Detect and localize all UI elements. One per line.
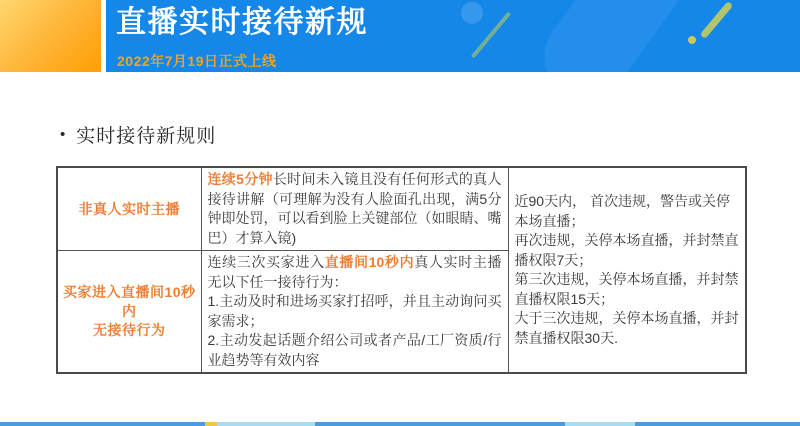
decorative-dot-icon xyxy=(688,36,696,44)
rules-table xyxy=(56,166,747,374)
page-title: 直播实时接待新规 xyxy=(116,6,368,39)
section-heading-text: 实时接待新规则 xyxy=(76,126,217,147)
rule-desc-item: 2.主动发起话题介绍公司或者产品/工厂资质/行业趋势等有效内容 xyxy=(207,332,502,368)
rule-desc-cell xyxy=(201,251,508,374)
rule-label-line: 买家进入直播间10秒内 xyxy=(62,284,196,319)
rule-label: 非真人实时主播 xyxy=(78,200,180,217)
decorative-slash-2-icon xyxy=(700,1,734,39)
rule-desc-intro xyxy=(208,253,502,292)
footer-strip-light-segment xyxy=(217,422,315,426)
rule-desc-highlight: 直播间10秒内 xyxy=(324,254,415,270)
bullet-icon: • xyxy=(60,126,67,143)
penalty-line: 第三次违规，关停本场直播，并封禁直播权限15天； xyxy=(514,271,739,307)
rule-label-line: 无接待行为 xyxy=(93,322,166,338)
rule-label-cell xyxy=(57,167,201,251)
header-orange-accent xyxy=(0,0,101,72)
footer-strip-light-segment xyxy=(565,422,635,426)
footer-strip-yellow-segment xyxy=(205,422,217,426)
penalty-line: 再次违规，关停本场直播，并封禁直播权限7天； xyxy=(514,232,739,268)
footer-strip xyxy=(0,422,800,426)
page-subtitle: 2022年7月19日正式上线 xyxy=(117,53,277,69)
penalty-line: 近90天内， 首次违规，警告或关停本场直播； xyxy=(514,193,730,229)
header-banner xyxy=(106,0,800,72)
rule-desc-item: 1.主动及时和进场买家打招呼，并且主动询问买家需求； xyxy=(207,293,502,329)
rule-desc-text: 真人实时主播无以下任一接待行为： xyxy=(207,254,502,290)
penalty-cell xyxy=(508,167,746,373)
penalty-line: 大于三次违规，关停本场直播，并封禁直播权限30天. xyxy=(514,310,739,346)
rule-desc-text: 连续三次买家进入 xyxy=(207,254,325,270)
rule-desc-text: 长时间未入镜且没有任何形式的真人接待讲解（可理解为没有人脸面孔出现，满5分钟即处罚，可以看到脸上关键部位（如眼睛、嘴巴）才算入镜) xyxy=(207,171,502,246)
rule-desc-highlight: 连续5分钟 xyxy=(207,171,273,187)
decorative-circle-icon xyxy=(461,2,483,24)
table-row-non-real-host xyxy=(57,167,746,251)
decorative-blob xyxy=(528,0,716,72)
rule-label-cell xyxy=(57,251,201,374)
rule-desc-cell xyxy=(201,167,508,251)
section-heading xyxy=(60,121,216,148)
